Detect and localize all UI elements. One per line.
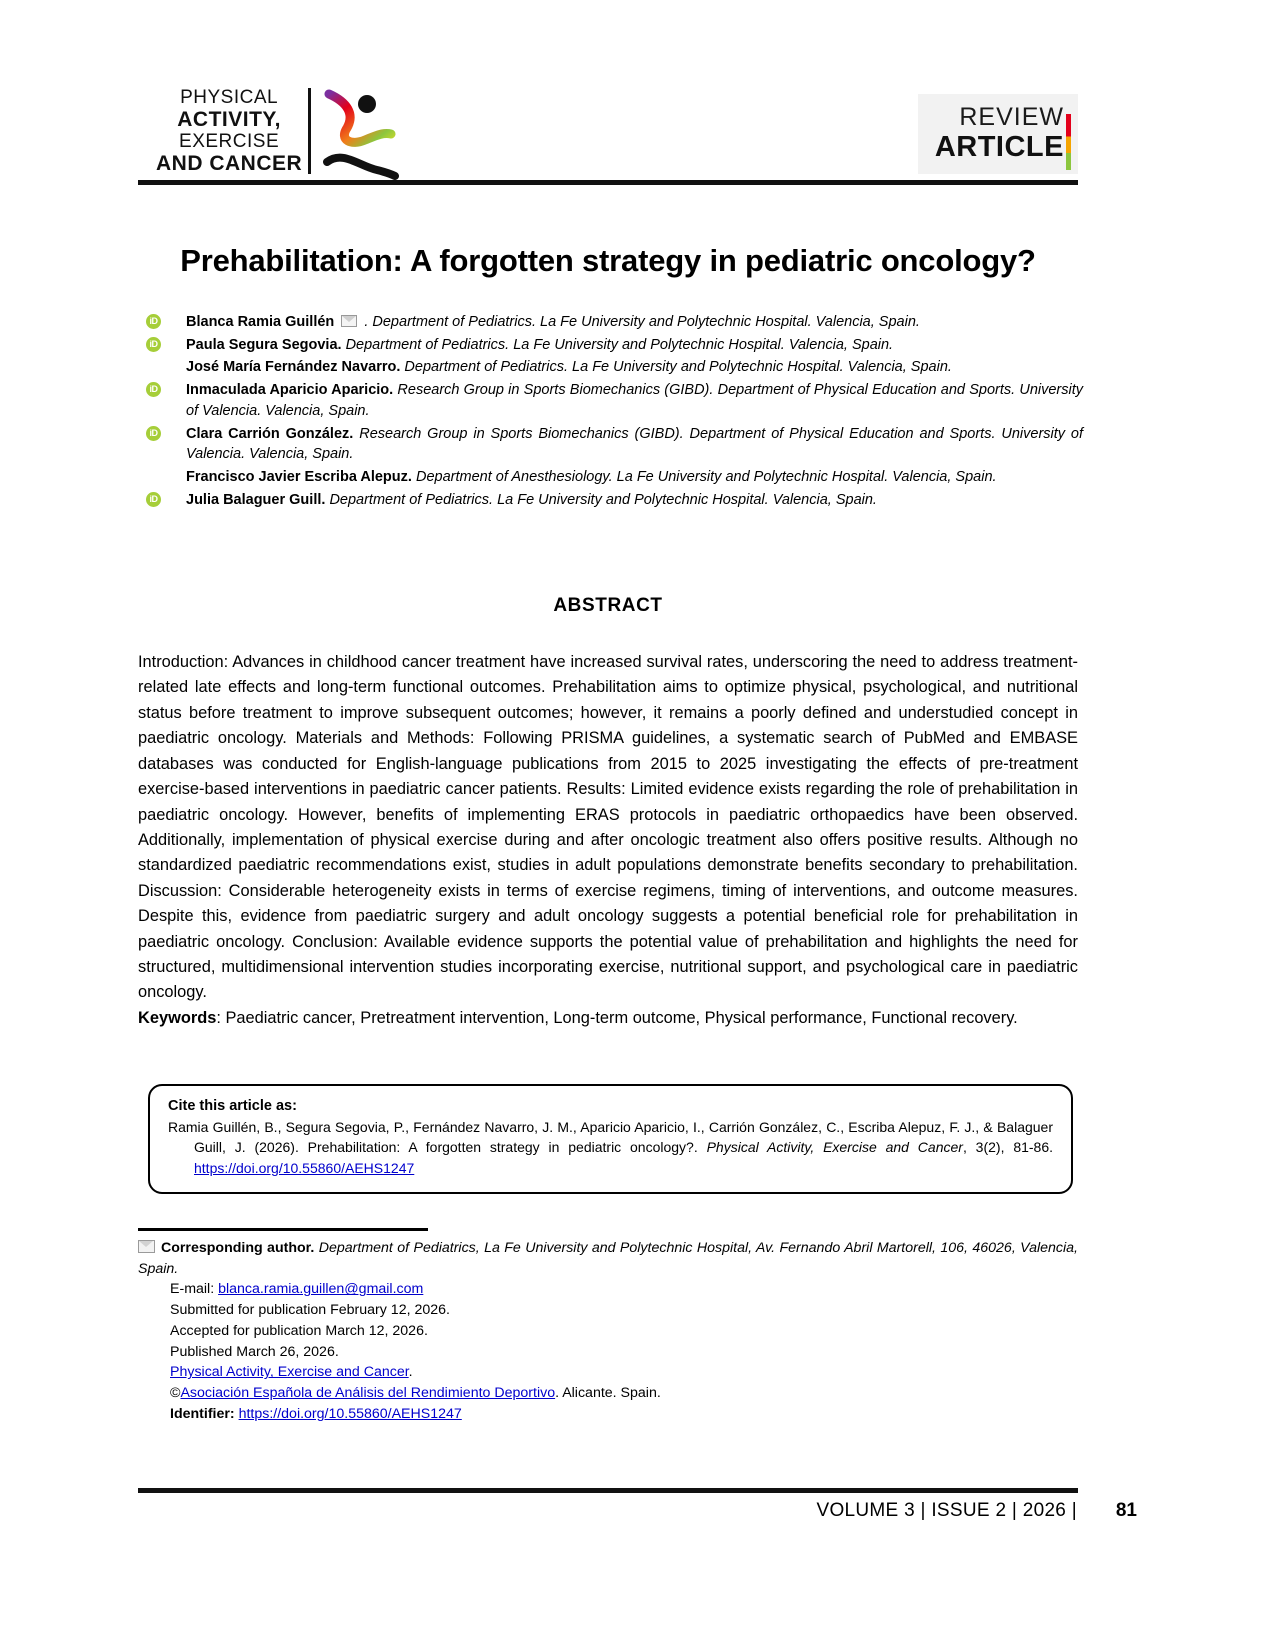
author-list [138, 312, 1083, 513]
author-entry [138, 380, 1083, 421]
citation-journal-name: Physical Activity, Exercise and Cancer [706, 1139, 963, 1156]
keywords-value: : Paediatric cancer, Pretreatment intervention, Long-term outcome, Physical performance, Functional recovery. [216, 1008, 1018, 1027]
page-title: Prehabilitation: A forgotten strategy in pediatric oncology? [180, 242, 1036, 278]
cite-box-body [168, 1117, 1053, 1178]
footnote-details [138, 1279, 1078, 1424]
author-entry [138, 490, 1083, 511]
published-date: Published March 26, 2026. [170, 1343, 339, 1360]
journal-link[interactable]: Physical Activity, Exercise and Cancer [170, 1364, 409, 1381]
identifier-label: Identifier: [170, 1405, 239, 1422]
author-affiliation: Department of Pediatrics. La Fe University and Polytechnic Hospital. Valencia, Spain. [329, 491, 877, 508]
runner-figure-icon [321, 88, 401, 180]
corresponding-author-address: Department of Pediatrics, La Fe University and Polytechnic Hospital, Av. Fernando Abril Martorell, 106, 46026, Valencia, Spain. [138, 1240, 1078, 1277]
footer-page-number: 81 [1115, 1500, 1137, 1521]
header-divider [138, 180, 1078, 185]
cite-this-article-box [148, 1084, 1073, 1194]
logo-wordmark [156, 88, 311, 174]
author-entry [138, 335, 1083, 356]
author-entry [138, 424, 1083, 465]
submitted-date: Submitted for publication February 12, 2026. [170, 1302, 450, 1319]
author-name: Clara Carrión González. [186, 425, 354, 442]
citation-volume-pages: , 3(2), 81-86. [962, 1139, 1054, 1156]
author-affiliation: Research Group in Sports Biomechanics (GIBD). Department of Physical Education and Sports. University of Valencia. Valencia, Spain. [186, 382, 1083, 419]
review-article-badge [918, 94, 1078, 174]
author-affiliation: Department of Pediatrics. La Fe University and Polytechnic Hospital. Valencia, Spain. [404, 359, 952, 376]
author-affiliation: . Department of Pediatrics. La Fe University and Polytechnic Hospital. Valencia, Spain. [364, 314, 920, 330]
author-entry [138, 467, 1083, 488]
badge-label-article: ARTICLE [934, 131, 1064, 164]
corresponding-author-block [138, 1238, 1078, 1279]
footnote-section [138, 1238, 1078, 1425]
journal-logo [156, 88, 401, 180]
badge-accent-bar [1066, 114, 1071, 170]
author-entry [138, 312, 1083, 333]
logo-line-4: AND CANCER [156, 152, 303, 175]
orcid-icon[interactable]: iD [146, 337, 161, 352]
envelope-icon[interactable] [341, 315, 357, 327]
orcid-icon[interactable]: iD [146, 426, 161, 441]
author-name: Paula Segura Segovia. [186, 336, 342, 353]
author-affiliation: Department of Anesthesiology. La Fe University and Polytechnic Hospital. Valencia, Spain. [415, 469, 997, 486]
footer-divider [138, 1488, 1078, 1493]
abstract-section [138, 650, 1078, 1031]
keywords-label: Keywords [138, 1008, 217, 1027]
email-label: E-mail: [170, 1281, 219, 1298]
logo-line-2: ACTIVITY, [177, 108, 281, 131]
author-name: Blanca Ramia Guillén [186, 314, 335, 330]
publisher-line [170, 1383, 1078, 1404]
citation-authors-text: Ramia Guillén, B., Segura Segovia, P., Fernández Navarro, J. M., Aparicio Aparicio, I., Carrión González, C., Escriba Alepuz, F. J., & Balaguer Guill, J. (2026). Prehabilitation: A forgotten strategy in pediatric oncology?. [168, 1119, 1053, 1156]
citation-doi-link[interactable]: https://doi.org/10.55860/AEHS1247 [194, 1159, 415, 1176]
journal-suffix: . [408, 1364, 413, 1381]
email-line [170, 1279, 1078, 1300]
accepted-date: Accepted for publication March 12, 2026. [170, 1322, 428, 1339]
badge-label-review: REVIEW [959, 103, 1064, 132]
author-name: José María Fernández Navarro. [186, 359, 401, 376]
publisher-link[interactable]: Asociación Española de Análisis del Rendimiento Deportivo [180, 1385, 556, 1402]
author-affiliation: Research Group in Sports Biomechanics (GIBD). Department of Physical Education and Sports. University of Valencia. Valencia, Spain. [186, 425, 1084, 463]
abstract-text: Introduction: Advances in childhood cancer treatment have increased survival rates, underscoring the need to address treatment-related late effects and long-term functional outcomes. Prehabilitation aims to optimize physical, psychological, and nutritional status before treatment to improve subsequent outcomes; however, it remains a poorly defined and understudied concept in paediatric oncology. Materials and Methods: Following PRISMA guidelines, a systematic search of PubMed and EMBASE databases was conducted for English-language publications from 2015 to 2025 investigating the effects of pre-treatment exercise-based interventions in paediatric cancer patients. Results: Limited evidence exists regarding the role of prehabilitation in paediatric oncology. However, benefits of implementing ERAS protocols in paediatric orthopaedics have been observed. Additionally, implementation of physical exercise during and after oncologic treatment also offers positive results. Although no standardized paediatric recommendations exist, studies in adult populations demonstrate benefits secondary to prehabilitation. Discussion: Considerable heterogeneity exists in terms of exercise regimens, timing of interventions, and outcome measures. Despite this, evidence from paediatric surgery and adult oncology suggests a potential beneficial role for prehabilitation in paediatric oncology. Conclusion: Available evidence supports the potential value of prehabilitation and highlights the need for structured, multidimensional intervention studies incorporating exercise, nutritional support, and psychological care in paediatric oncology. [138, 653, 1078, 1002]
footer-volume-info: VOLUME 3 | ISSUE 2 | 2026 | [816, 1500, 1077, 1521]
author-name: Inmaculada Aparicio Aparicio. [186, 382, 394, 399]
author-entry [138, 357, 1083, 378]
logo-line-3: EXERCISE [179, 131, 280, 152]
footnote-divider [138, 1228, 428, 1231]
orcid-icon[interactable]: iD [146, 492, 161, 507]
abstract-heading: ABSTRACT [553, 595, 663, 616]
corresponding-author-label: Corresponding author. [161, 1240, 315, 1256]
publisher-location: . Alicante. Spain. [555, 1385, 661, 1402]
identifier-line [170, 1404, 1078, 1425]
journal-line [170, 1362, 1078, 1383]
cite-box-title: Cite this article as: [168, 1098, 297, 1114]
email-link[interactable]: blanca.ramia.guillen@gmail.com [218, 1281, 424, 1298]
author-affiliation: Department of Pediatrics. La Fe University and Polytechnic Hospital. Valencia, Spain. [345, 336, 894, 353]
copyright-symbol: © [170, 1385, 181, 1402]
author-name: Francisco Javier Escriba Alepuz. [186, 469, 412, 486]
logo-line-1: PHYSICAL [180, 87, 279, 108]
envelope-icon [138, 1240, 155, 1253]
orcid-icon[interactable]: iD [146, 382, 161, 397]
masthead [138, 78, 1078, 183]
identifier-link[interactable]: https://doi.org/10.55860/AEHS1247 [238, 1405, 462, 1422]
author-name: Julia Balaguer Guill. [186, 491, 326, 508]
orcid-icon[interactable]: iD [146, 314, 161, 329]
